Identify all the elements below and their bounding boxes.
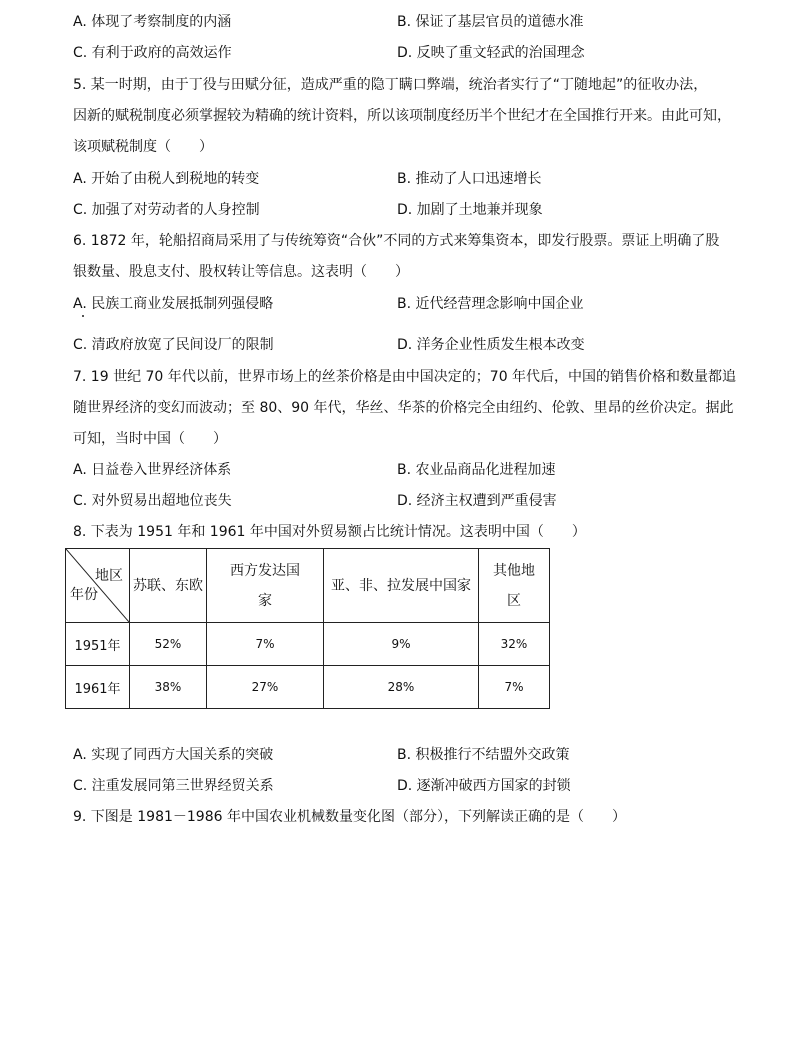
q7-option-b: B. 农业品商品化进程加速 [397, 462, 556, 478]
q5-option-b: B. 推动了人口迅速增长 [397, 171, 542, 187]
q6-option-c: C. 清政府放宽了民间设厂的限制 [73, 337, 274, 353]
q5-stem-line3: 该项赋税制度（ ） [73, 139, 213, 155]
table-cell: 32% [479, 623, 550, 666]
table-row-year: 1951年 [66, 623, 130, 666]
q5-option-a: A. 开始了由税人到税地的转变 [73, 171, 260, 187]
q5-stem-line1: 5. 某一时期，由于丁役与田赋分征，造成严重的隐丁瞒口弊端，统治者实行了“丁随地起”的征收办法， [73, 77, 708, 93]
stray-mark [82, 315, 84, 317]
q8-option-d: D. 逐渐冲破西方国家的封锁 [397, 778, 571, 794]
table-cell: 7% [207, 623, 324, 666]
table-cell: 38% [130, 666, 207, 709]
q7-stem-line2: 随世界经济的变幻而波动；至 80、90 年代，华丝、华茶的价格完全由纽约、伦敦、里昂的丝价决定。据此 [73, 400, 734, 416]
trade-share-table [65, 548, 550, 709]
table-header-cell: 苏联、东欧 [130, 549, 207, 623]
q5-stem-line2: 因新的赋税制度必须掌握较为精确的统计资料，所以该项制度经历半个世纪才在全国推行开来。由此可知， [73, 108, 731, 124]
q6-stem-line1: 6. 1872 年，轮船招商局采用了与传统筹资“合伙”不同的方式来筹集资本，即发行股票。票证上明确了股 [73, 233, 720, 249]
table-header-row [66, 549, 550, 623]
q9-stem: 9. 下图是 1981－1986 年中国农业机械数量变化图（部分），下列解读正确的是（ ） [73, 809, 626, 825]
q8-stem: 8. 下表为 1951 年和 1961 年中国对外贸易额占比统计情况。这表明中国（ ） [73, 524, 586, 540]
q7-stem-line3: 可知，当时中国（ ） [73, 431, 227, 447]
q4-option-d: D. 反映了重文轻武的治国理念 [397, 45, 585, 61]
q5-option-c: C. 加强了对劳动者的人身控制 [73, 202, 260, 218]
table-cell: 52% [130, 623, 207, 666]
table-cell: 7% [479, 666, 550, 709]
q7-option-a: A. 日益卷入世界经济体系 [73, 462, 232, 478]
table-row [66, 666, 550, 709]
q7-option-d: D. 经济主权遭到严重侵害 [397, 493, 557, 509]
table-header-cell: 其他地区 [479, 549, 550, 623]
q4-option-a: A. 体现了考察制度的内涵 [73, 14, 232, 30]
q6-option-a: A. 民族工商业发展抵制列强侵略 [73, 296, 274, 312]
table-header-cell: 亚、非、拉发展中国家 [324, 549, 479, 623]
q8-option-b: B. 积极推行不结盟外交政策 [397, 747, 570, 763]
q5-option-d: D. 加剧了土地兼并现象 [397, 202, 543, 218]
q4-option-c: C. 有利于政府的高效运作 [73, 45, 232, 61]
q8-option-c: C. 注重发展同第三世界经贸关系 [73, 778, 274, 794]
table-cell: 27% [207, 666, 324, 709]
q8-option-a: A. 实现了同西方大国关系的突破 [73, 747, 274, 763]
q7-option-c: C. 对外贸易出超地位丧失 [73, 493, 232, 509]
corner-label-year: 年份 [70, 587, 98, 603]
q4-option-b: B. 保证了基层官员的道德水准 [397, 14, 584, 30]
table-row-year: 1961年 [66, 666, 130, 709]
table-row [66, 623, 550, 666]
table-header-cell: 西方发达国家 [207, 549, 324, 623]
q6-stem-line2: 银数量、股息支付、股权转让等信息。这表明（ ） [73, 264, 409, 280]
table-corner-cell [66, 549, 130, 623]
corner-label-region: 地区 [95, 568, 123, 584]
q6-option-d: D. 洋务企业性质发生根本改变 [397, 337, 585, 353]
table-cell: 9% [324, 623, 479, 666]
q7-stem-line1: 7. 19 世纪 70 年代以前，世界市场上的丝茶价格是由中国决定的；70 年代后，中国的销售价格和数量都追 [73, 369, 737, 385]
table-cell: 28% [324, 666, 479, 709]
q6-option-b: B. 近代经营理念影响中国企业 [397, 296, 584, 312]
